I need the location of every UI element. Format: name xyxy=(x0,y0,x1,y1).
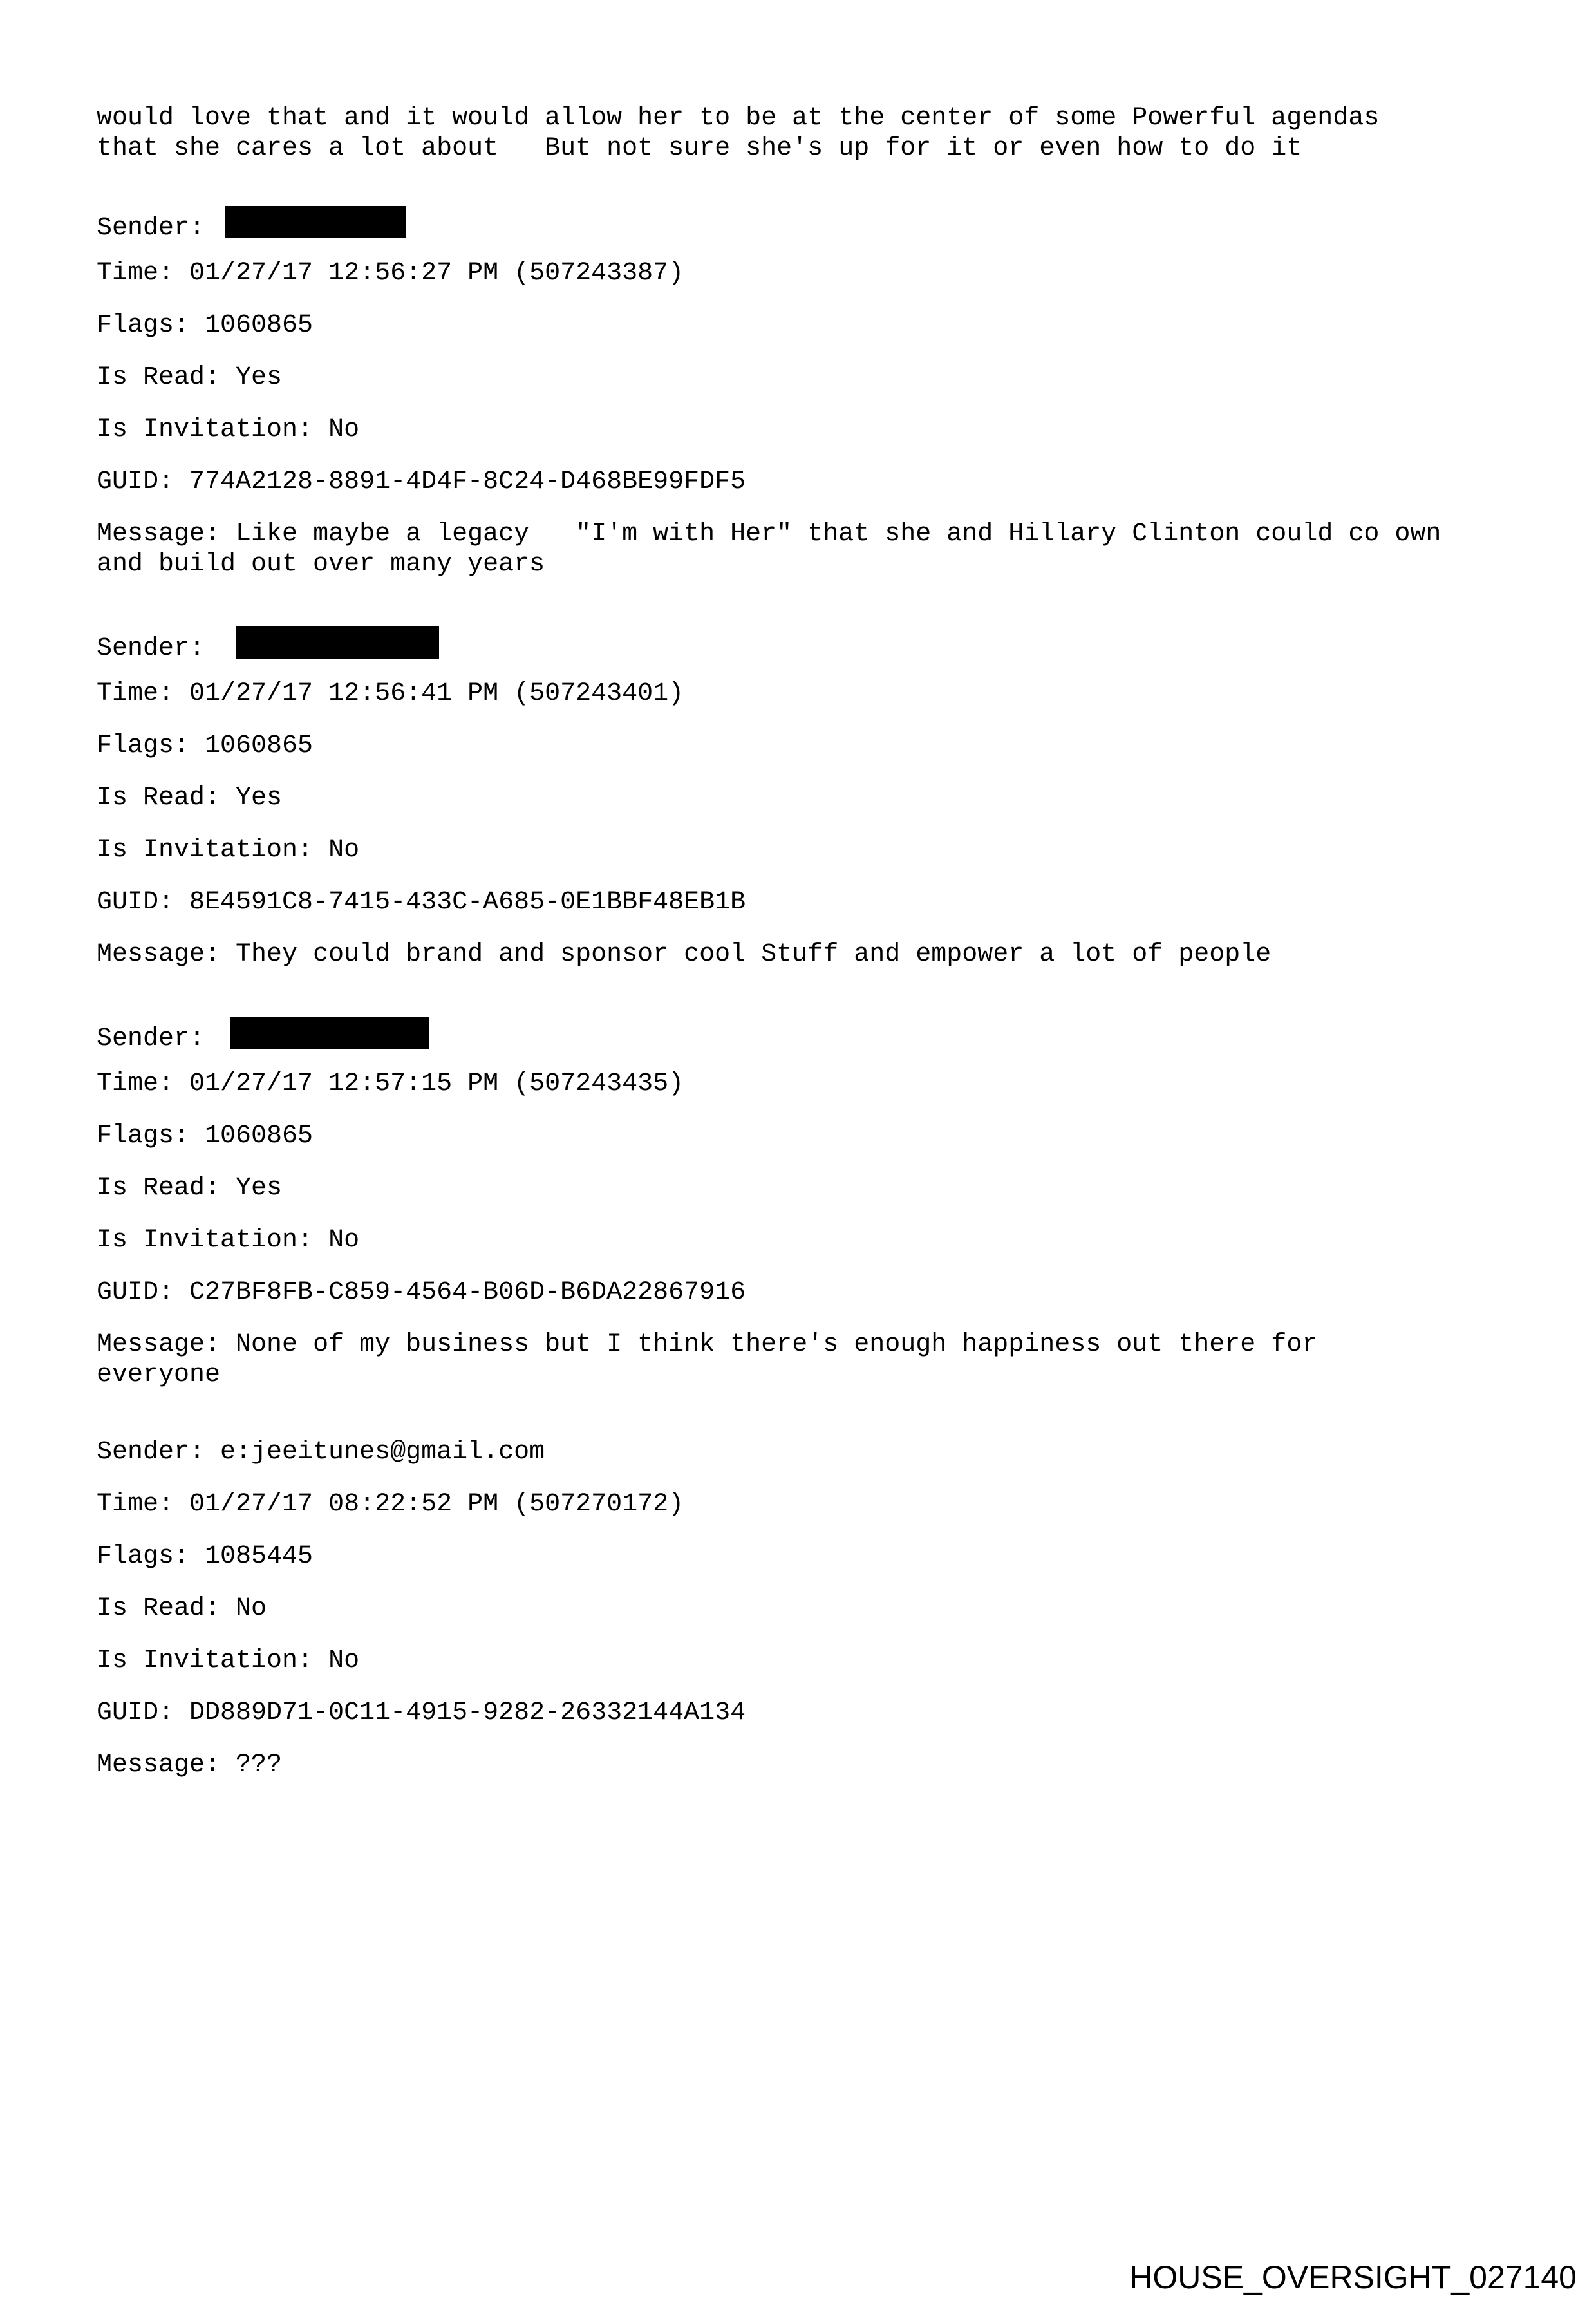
is-invitation-value: No xyxy=(328,1646,360,1675)
is-read-value: Yes xyxy=(236,363,283,392)
is-invitation-value: No xyxy=(328,1226,360,1255)
is-invitation-line xyxy=(97,415,1539,445)
flags-label: Flags: xyxy=(97,731,205,760)
is-read-label: Is Read: xyxy=(97,1594,236,1623)
sender-label: Sender: xyxy=(97,1438,221,1467)
flags-label: Flags: xyxy=(97,1122,205,1151)
is-invitation-line xyxy=(97,1646,1539,1676)
message-line xyxy=(97,939,1539,970)
is-invitation-line xyxy=(97,835,1539,865)
sender-line xyxy=(97,206,1539,243)
guid-value: 774A2128-8891-4D4F-8C24-D468BE99FDF5 xyxy=(189,467,746,496)
message-line xyxy=(97,1330,1539,1390)
flags-label: Flags: xyxy=(97,311,205,340)
message-line xyxy=(97,519,1539,579)
sender-label: Sender: xyxy=(97,634,221,663)
guid-label: GUID: xyxy=(97,1698,190,1727)
message-record-4 xyxy=(97,1437,1539,1780)
time-line xyxy=(97,679,1539,709)
is-invitation-label: Is Invitation: xyxy=(97,836,329,865)
sender-label: Sender: xyxy=(97,214,221,243)
message-label: Message: xyxy=(97,1330,236,1359)
time-value: 01/27/17 08:22:52 PM (507270172) xyxy=(189,1490,684,1519)
is-invitation-value: No xyxy=(328,836,360,865)
bates-number: HOUSE_OVERSIGHT_027140 xyxy=(1129,2259,1577,2295)
guid-value: C27BF8FB-C859-4564-B06D-B6DA22867916 xyxy=(189,1278,746,1307)
is-read-line xyxy=(97,1593,1539,1624)
guid-value: 8E4591C8-7415-433C-A685-0E1BBF48EB1B xyxy=(189,888,746,917)
guid-label: GUID: xyxy=(97,467,190,496)
time-value: 01/27/17 12:56:27 PM (507243387) xyxy=(189,259,684,288)
time-value: 01/27/17 12:56:41 PM (507243401) xyxy=(189,679,684,708)
is-read-label: Is Read: xyxy=(97,784,236,813)
message-label: Message: xyxy=(97,1751,236,1780)
redaction-box xyxy=(230,1017,429,1049)
sender-line xyxy=(97,1017,1539,1053)
message-record-1 xyxy=(97,206,1539,579)
time-label: Time: xyxy=(97,679,190,708)
message-label: Message: xyxy=(97,520,236,549)
continuation-text: would love that and it would allow her to be at the center of some Powerful agendas that she cares a lot about But not sure she's up for it or even how to do it xyxy=(97,104,1380,163)
flags-value: 1085445 xyxy=(205,1542,314,1571)
guid-value: DD889D71-0C11-4915-9282-26332144A134 xyxy=(189,1698,746,1727)
message-line xyxy=(97,1750,1539,1780)
is-read-label: Is Read: xyxy=(97,363,236,392)
time-line xyxy=(97,1069,1539,1099)
redaction-box xyxy=(225,206,406,238)
is-read-label: Is Read: xyxy=(97,1174,236,1203)
flags-value: 1060865 xyxy=(205,731,314,760)
flags-line xyxy=(97,310,1539,341)
time-label: Time: xyxy=(97,1490,190,1519)
message-value: None of my business but I think there's enough happiness out there for everyone xyxy=(97,1330,1318,1389)
guid-label: GUID: xyxy=(97,888,190,917)
guid-line xyxy=(97,887,1539,917)
is-invitation-line xyxy=(97,1225,1539,1255)
time-line xyxy=(97,258,1539,288)
sender-label: Sender: xyxy=(97,1024,221,1053)
is-read-line xyxy=(97,362,1539,393)
message-value: Like maybe a legacy "I'm with Her" that she and Hillary Clinton could co own and build out over many years xyxy=(97,520,1441,579)
flags-line xyxy=(97,731,1539,761)
time-label: Time: xyxy=(97,1069,190,1098)
flags-value: 1060865 xyxy=(205,1122,314,1151)
time-label: Time: xyxy=(97,259,190,288)
is-read-value: Yes xyxy=(236,784,283,813)
time-value: 01/27/17 12:57:15 PM (507243435) xyxy=(189,1069,684,1098)
is-invitation-label: Is Invitation: xyxy=(97,1646,329,1675)
guid-line xyxy=(97,1698,1539,1728)
flags-value: 1060865 xyxy=(205,311,314,340)
is-read-value: Yes xyxy=(236,1174,283,1203)
is-read-line xyxy=(97,783,1539,813)
message-record-2 xyxy=(97,626,1539,970)
sender-line xyxy=(97,1437,1539,1467)
sender-value: e:jeeitunes@gmail.com xyxy=(220,1438,545,1467)
flags-line xyxy=(97,1541,1539,1572)
time-line xyxy=(97,1489,1539,1519)
is-read-line xyxy=(97,1173,1539,1203)
is-invitation-label: Is Invitation: xyxy=(97,1226,329,1255)
message-value: They could brand and sponsor cool Stuff and empower a lot of people xyxy=(236,940,1272,969)
is-read-value: No xyxy=(236,1594,267,1623)
is-invitation-value: No xyxy=(328,415,360,444)
sender-line xyxy=(97,626,1539,663)
message-value: ??? xyxy=(236,1751,283,1780)
flags-label: Flags: xyxy=(97,1542,205,1571)
is-invitation-label: Is Invitation: xyxy=(97,415,329,444)
flags-line xyxy=(97,1121,1539,1151)
message-label: Message: xyxy=(97,940,236,969)
guid-line xyxy=(97,467,1539,497)
document-page xyxy=(97,103,1539,1827)
guid-label: GUID: xyxy=(97,1278,190,1307)
message-record-3 xyxy=(97,1017,1539,1390)
guid-line xyxy=(97,1277,1539,1308)
redaction-box xyxy=(236,626,439,659)
